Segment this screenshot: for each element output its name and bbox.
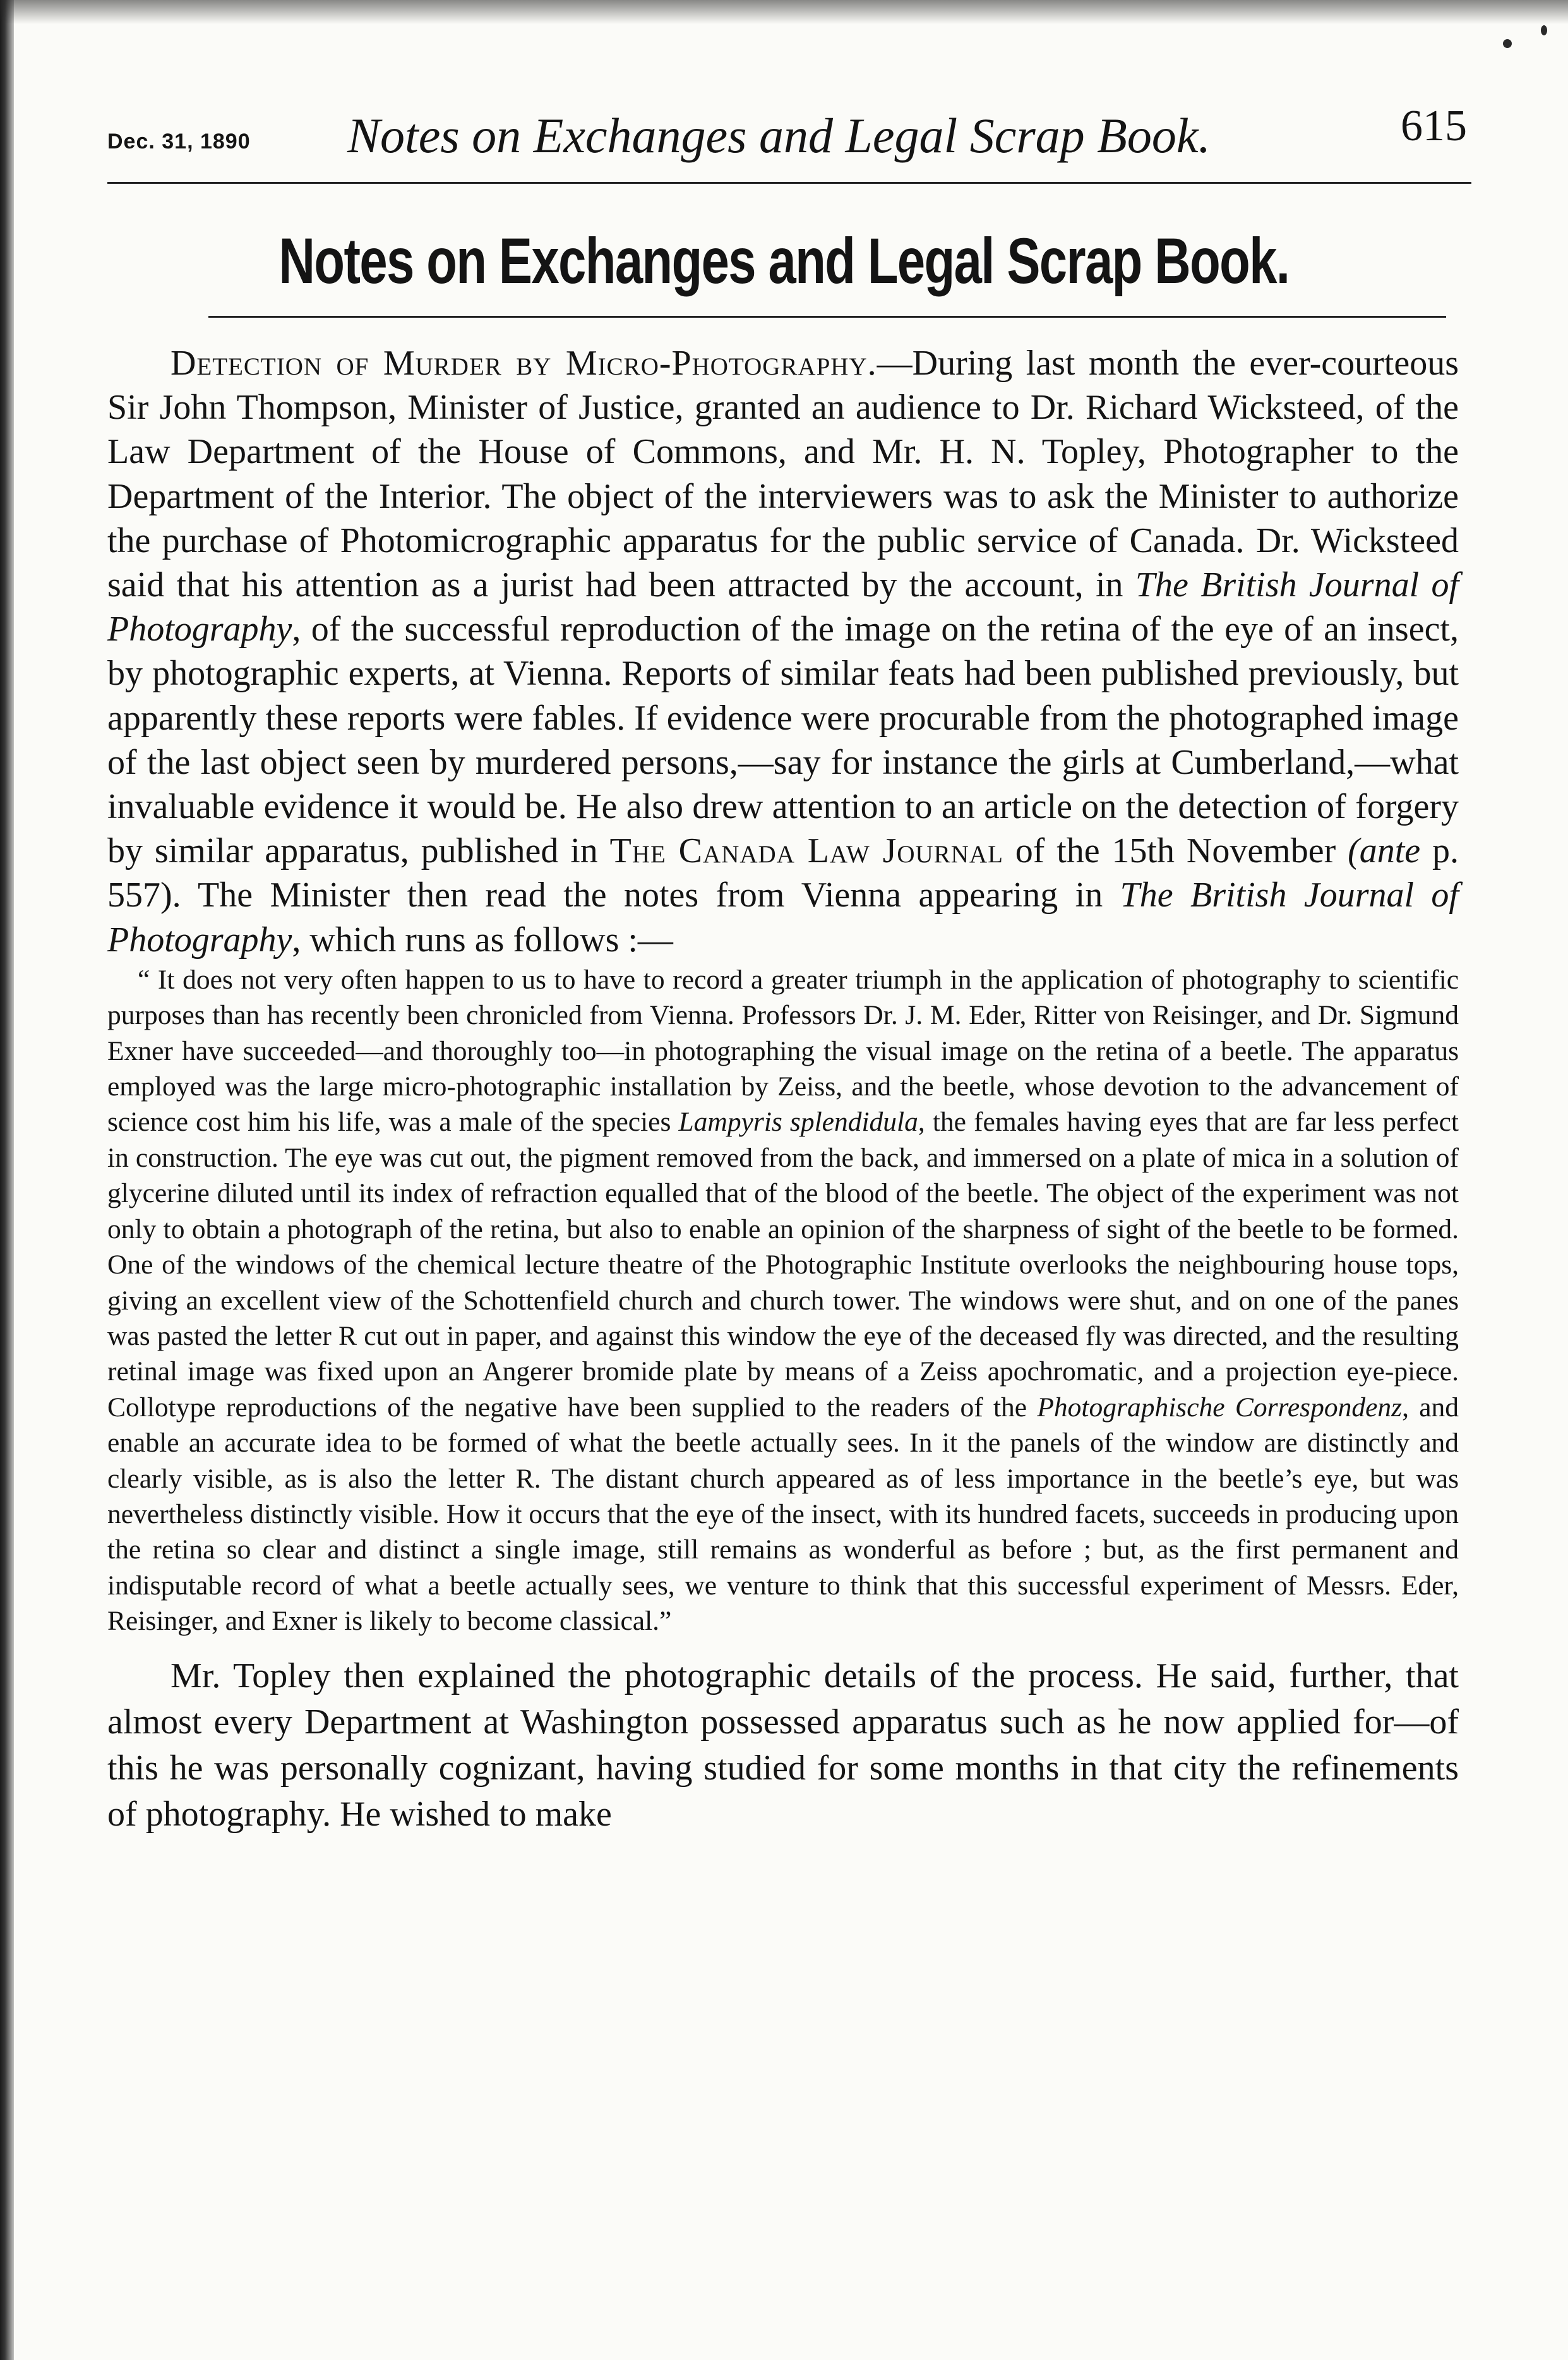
header-rule bbox=[107, 182, 1471, 184]
quote-run: , and enable an accurate idea to be formed of what the beetle actually sees. In it the panels of the window are distinctly and clearly visible, as is also the letter R. The distant church appeared as of less importance in the beetle’s eye, but was nevertheless distinctly visible. How it occurs that the eye of the insect, with its hundred facets, succeeds in producing upon the retina so clear and distinct a single image, still remains as wonderful as before ; but, as the first permanent and indisputable record of what a beetle actually sees, we venture to think that this successful experiment of Messrs. Eder, Reisinger, and Exner is likely to become classical.” bbox=[107, 1392, 1459, 1637]
text-run: p. 557). The Minister then read the notes from Vienna appearing in bbox=[107, 831, 1459, 915]
header-running-title: Notes on Exchanges and Legal Scrap Book. bbox=[347, 108, 1211, 163]
text-run: , which runs as follows :— bbox=[292, 920, 673, 960]
page-title: Notes on Exchanges and Legal Scrap Book. bbox=[278, 225, 1290, 297]
title-rule bbox=[208, 316, 1446, 318]
ink-blot bbox=[1541, 25, 1547, 35]
species-name: Lampyris splendidula bbox=[678, 1107, 918, 1138]
article-body bbox=[107, 341, 1459, 1838]
block-quote bbox=[107, 962, 1459, 1639]
header-date: Dec. 31, 1890 bbox=[107, 129, 251, 154]
article-paragraph-1 bbox=[107, 341, 1459, 962]
text-run: —During last month the ever-courteous Sir John Thompson, Minister of Justice, granted an audience to Dr. Richard Wicksteed, of the Law Department of the House of Commons, and Mr. H. N. Topley, Photographer to the Department of the Interior. The object of the interviewers was to ask the Minister to authorize the purchase of Photomicrographic apparatus for the public service of Canada. Dr. Wicksteed said that his attention as a jurist had been attracted by the account, in bbox=[107, 344, 1459, 605]
text-run: , of the successful reproduction of the image on the retina of the eye of an insect, by photographic experts, at Vienna. Reports of similar feats had been published previously, but apparently these reports were fables. If evidence were procurable from the photographed image of the last object seen by murdered persons,—say for instance the girls at Cumberland,—what invaluable evidence it would be. He also drew attention to an article on the detection of forgery by similar apparatus, published in bbox=[107, 610, 1459, 871]
quote-run: , the females having eyes that are far less perfect in construction. The eye was cut out, the pigment removed from the back, and immersed on a plate of mica in a solution of glycerine diluted until its index of refraction equalled that of the blood of the beetle. The object of the experiment was not only to obtain a photograph of the retina, but also to enable an opinion of the sharpness of sight of the beetle to be formed. One of the windows of the chemical lecture theatre of the Photographic Institute overlooks the neighbouring house tops, giving an excellent view of the Schottenfield church and church tower. The windows were shut, and on one of the panes was pasted the letter R cut out in paper, and against this window the eye of the deceased fly was directed, and the resulting retinal image was fixed upon an Angerer bromide plate by means of a Zeiss apochromatic, and a projection eye-piece. Collotype reproductions of the negative have been supplied to the readers of the bbox=[107, 1107, 1459, 1423]
article-paragraph-2: Mr. Topley then explained the photographic details of the process. He said, further, that almost every Department at Washington possessed apparatus such as he now applied for—of this he was personally cognizant, having studied for some months in that city the refinements of photography. He wished to make bbox=[107, 1656, 1459, 1834]
ink-blot bbox=[1503, 39, 1512, 48]
quote-run: “ It does not very often happen to us to have to record a greater triumph in the application of photography to scientific purposes than has recently been chronicled from Vienna. Professors Dr. J. M. Eder, Ritter von Reisinger, and Dr. Sigmund Exner have succeeded—and thoroughly too—in photographing the visual image on the retina of a beetle. The apparatus employed was the large micro-photographic installation by Zeiss, and the beetle, whose devotion to the advancement of science cost him his life, was a male of the species bbox=[107, 964, 1459, 1138]
article-heading: Detection of Murder by Micro-Photography. bbox=[171, 344, 877, 383]
ante-reference: (ante bbox=[1348, 831, 1421, 871]
running-head bbox=[107, 95, 1473, 177]
journal-title: The British Journal of Photography bbox=[107, 565, 1459, 649]
periodical-name: Photographische Correspondenz bbox=[1037, 1392, 1403, 1423]
journal-title-smallcaps: The Canada Law Journal bbox=[609, 831, 1003, 871]
page-top-edge bbox=[0, 0, 1568, 24]
page-binding-edge bbox=[0, 0, 14, 2360]
page-number: 615 bbox=[1401, 102, 1467, 150]
journal-title: The British Journal of Photography bbox=[107, 876, 1459, 960]
text-run: of the 15th November bbox=[1003, 831, 1348, 871]
